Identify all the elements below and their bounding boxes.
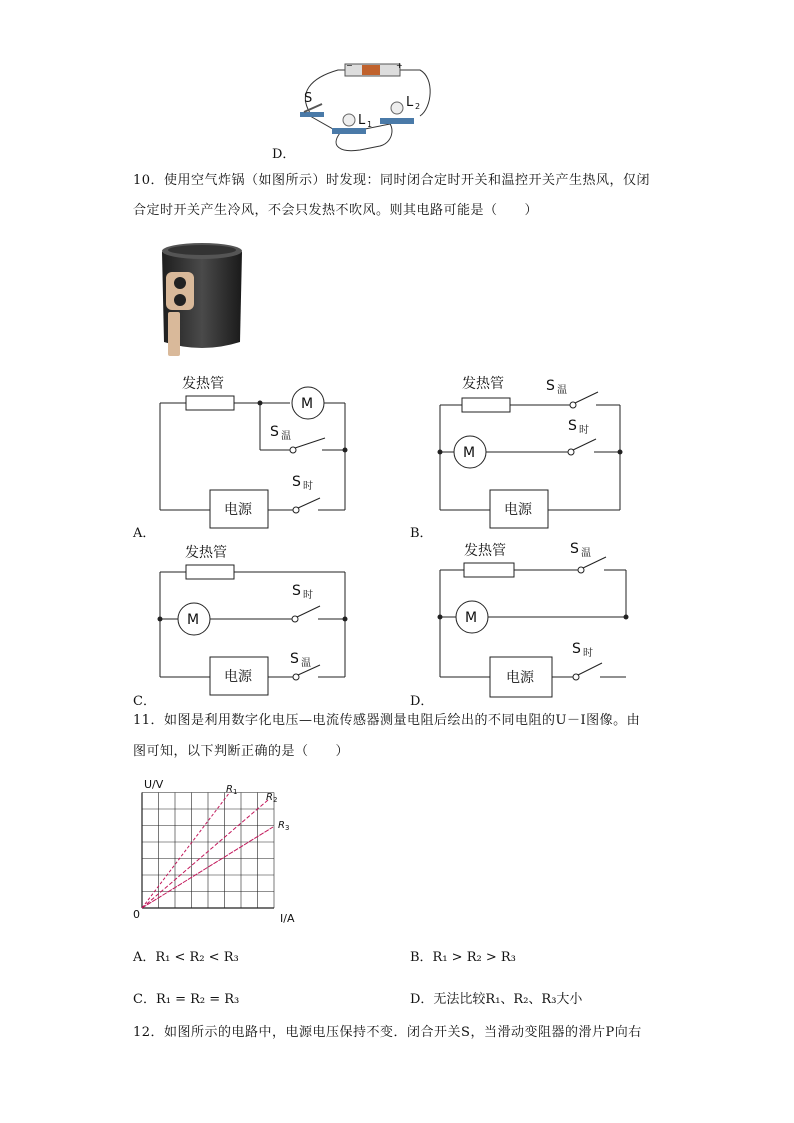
power-label: 电源 xyxy=(224,669,252,685)
s-time-sub: 时 xyxy=(303,590,313,601)
s-temp-label: S xyxy=(290,651,299,667)
s-time-label: S xyxy=(292,474,301,490)
q10-option-b[interactable]: B． xyxy=(410,526,433,541)
line-r3 xyxy=(142,827,273,908)
power-label: 电源 xyxy=(224,502,252,518)
heater-label: 发热管 xyxy=(182,376,224,392)
motor-label: M xyxy=(301,396,314,412)
s-time-sub: 时 xyxy=(579,425,589,436)
origin-label: 0 xyxy=(133,908,140,921)
s-time-sub: 时 xyxy=(583,648,593,659)
lamp1-label: L xyxy=(358,113,366,128)
power-label: 电源 xyxy=(504,502,532,518)
heater-label: 发热管 xyxy=(462,376,504,392)
r1-sub: 1 xyxy=(233,788,238,796)
q10-option-d[interactable]: D． xyxy=(410,694,434,709)
heater-resistor xyxy=(186,565,234,579)
power-label: 电源 xyxy=(506,670,534,686)
lamp2-icon xyxy=(391,102,403,114)
motor-label: M xyxy=(187,612,200,628)
motor-label: M xyxy=(465,610,478,626)
heater-resistor xyxy=(186,396,234,410)
motor-label: M xyxy=(463,445,476,461)
q10-option-a[interactable]: A． xyxy=(133,526,156,541)
heater-resistor xyxy=(464,563,514,577)
lamp1-sub: 1 xyxy=(367,120,373,129)
heater-label: 发热管 xyxy=(185,545,227,561)
s-time-label: S xyxy=(572,641,581,657)
lamp1-icon xyxy=(343,114,355,126)
s-temp-sub: 温 xyxy=(301,658,311,669)
q10-circuit-b xyxy=(430,368,640,533)
s-time-label: S xyxy=(568,418,577,434)
heater-resistor xyxy=(462,398,510,412)
heater-label: 发热管 xyxy=(464,543,506,559)
air-fryer-icon xyxy=(156,238,248,362)
battery-minus: − xyxy=(346,61,353,70)
r3-label: R xyxy=(278,820,285,831)
q9-option-d-label: D． xyxy=(272,147,296,162)
q10-circuit-a xyxy=(150,368,360,533)
q10-stem-line2: 合定时开关产生冷风，不会只发热不吹风。则其电路可能是（ ） xyxy=(133,203,539,218)
s-time-sub: 时 xyxy=(303,481,313,492)
air-fryer-image xyxy=(156,238,248,362)
s-temp-label: S xyxy=(270,424,279,440)
q11-option-d[interactable]: D．无法比较R₁、R₂、R₃大小 xyxy=(410,992,583,1007)
lamp2-label: L xyxy=(406,95,414,110)
s-time-label: S xyxy=(292,583,301,599)
q11-stem-line2: 图可知，以下判断正确的是（ ） xyxy=(133,744,350,759)
q10-stem-line1: 10．使用空气炸锅（如图所示）时发现：同时闭合定时开关和温控开关产生热风，仅闭 xyxy=(133,173,651,188)
line-r1 xyxy=(142,792,230,908)
r2-label: R xyxy=(266,792,273,803)
q10-circuit-c xyxy=(150,535,360,700)
q9-circuit-diagram xyxy=(270,58,450,163)
q10-circuit-d xyxy=(430,535,640,700)
q11-option-b[interactable]: B．R₁ > R₂ > R₃ xyxy=(410,950,516,965)
q11-option-c[interactable]: C．R₁ = R₂ = R₃ xyxy=(133,992,240,1007)
switch-icon xyxy=(300,112,324,117)
s-temp-label: S xyxy=(570,541,579,557)
s-temp-sub: 温 xyxy=(281,431,291,442)
q12-stem-line1: 12．如图所示的电路中，电源电压保持不变．闭合开关S，当滑动变阻器的滑片P向右 xyxy=(133,1025,642,1040)
s-temp-sub: 温 xyxy=(557,385,567,396)
lamp2-sub: 2 xyxy=(415,102,421,111)
q11-ui-graph xyxy=(128,772,308,928)
r2-sub: 2 xyxy=(273,796,278,804)
q9-option-d xyxy=(270,58,450,163)
x-axis-label: I/A xyxy=(280,912,295,925)
q11-stem-line1: 11．如图是利用数字化电压—电流传感器测量电阻后绘出的不同电阻的U－I图像。由 xyxy=(133,713,641,728)
r1-label: R xyxy=(226,784,233,795)
switch-label: S xyxy=(304,91,313,106)
y-axis-label: U/V xyxy=(144,778,164,791)
q11-option-a[interactable]: A．R₁ < R₂ < R₃ xyxy=(133,950,239,965)
s-temp-label: S xyxy=(546,378,555,394)
r3-sub: 3 xyxy=(285,824,290,832)
q10-option-c[interactable]: C． xyxy=(133,694,156,709)
s-temp-sub: 温 xyxy=(581,548,591,559)
battery-plus: + xyxy=(396,61,403,70)
